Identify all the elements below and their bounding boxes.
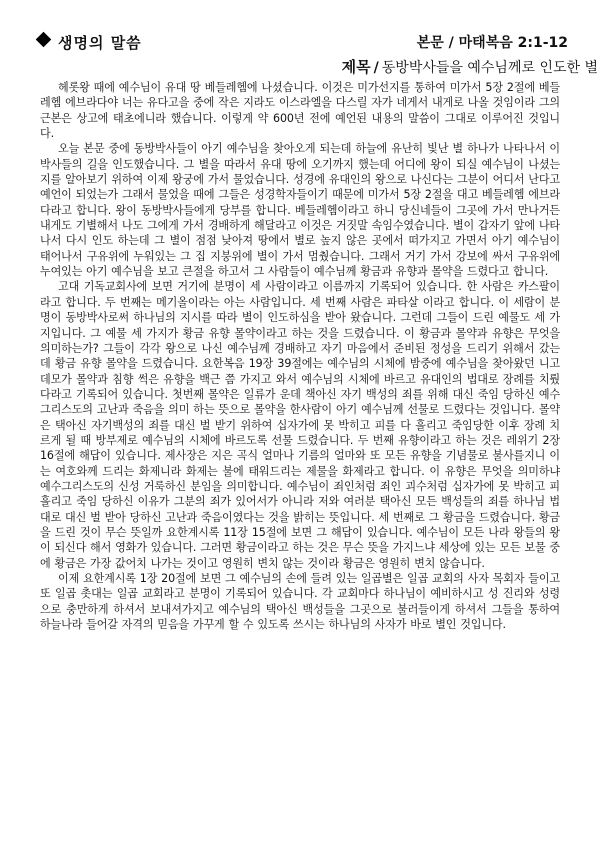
subject-label: 제목 bbox=[341, 58, 371, 76]
scripture-reference: 본문 / 마태복음 2:1-12 bbox=[416, 35, 568, 51]
section-title: 생명의 말씀 bbox=[58, 34, 142, 52]
paragraph: 이제 요한계시록 1장 20절에 보면 그 예수님의 손에 들려 있는 일곱별은 일곱 교회의 사자 목회자 들이고 또 일곱 촛대는 일곱 교회라고 분명이 기록되어 있습니다. 각 교회마다 하나님이 예비하시고 성 진리와 성령으로 충만하게 하셔서 보내셔가지고 예수님의 택아신 백성들을 그곳으로 불러들이게 하셔서 그들을 통하여 하늘나라 들어갈 자격의 믿음을 가꾸게 할 수 있도록 쓰시는 하나님의 사자가 바로 별인 것입니다. bbox=[40, 572, 560, 632]
subject-separator: / bbox=[373, 60, 379, 76]
diamond-bullet-icon bbox=[36, 32, 52, 48]
header bbox=[38, 32, 568, 52]
sermon-subject bbox=[342, 56, 598, 77]
paragraph: 오늘 본문 중에 동방박사들이 아기 예수님을 찾아오게 되는데 하늘에 유난히 빛난 별 하나가 나타나서 이 박사들의 길을 인도했습니다. 그 별을 따라서 유대 땅에 오기까지 했는데 어디에 왕이 되실 예수님이 나셨는지를 알아보기 위하여 이제 왕궁에 가서 물었습니다. 성경에 유대인의 왕으로 나신다는 그분이 어디서 난다고 예언이 되었는가 그래서 물었을 때에 그들은 성경학자들이기 때문에 미가서 5장 2절을 대고 베들레헴 에브라다라고 합니다. 왕이 동방박사들에게 당부를 합니다. 베들레헴이라고 하니 당신네들이 그곳에 가서 만나거든 내게도 기별해서 나도 그에게 가서 경배하게 해달라고 이것은 거짓말 속임수였습니다. 별이 갑자기 앞에 나타나서 다시 인도 하는데 그 별이 점점 낮아져 땅에서 별로 높지 않은 곳에서 떠가지고 가면서 아기 예수님이 태어나서 구유위에 누워있는 그 집 지붕위에 별이 가서 멈췄습니다. 그래서 거기 가서 강보에 싸서 구유위에 누여있는 아기 예수님을 보고 큰절을 하고서 그 사람들이 예수님께 황금과 유향과 몰약을 드렸다고 합니다. bbox=[40, 142, 560, 279]
subject-text: 동방박사들을 예수님께로 인도한 별 bbox=[381, 60, 598, 76]
sermon-body bbox=[40, 80, 560, 632]
paragraph: 고대 기독교회사에 보면 거기에 분명이 세 사람이라고 이름까지 기록되어 있습니다. 한 사람은 카스팔이라고 합니다. 두 번째는 메기올이라는 아는 사람입니다. 세 번째 사람은 파타살 이라고 합니다. 이 세람이 분명이 동방박사로써 하나님의 지시를 따라 별이 인도하심을 받아 왔습니다. 그런데 그들이 드린 예물도 세 가지입니다. 그 예물 세 가지가 황금 유향 몰약이라고 하는 것을 드렸습니다. 이 황금과 몰약과 유향은 무엇을 의미하는가? 그들이 각각 왕으로 나신 예수님께 경배하고 자기 마음에서 준비된 정성을 드리기 위해서 갔는데 황금 유향 몰약을 드렸습니다. 요한복음 19장 39절에는 예수님의 시체에 밤중에 예수님을 찾아왔던 니고데모가 몰약과 침향 썩은 유향을 백근 쯤 가지고 와서 예수님의 시체에 바르고 유대인의 법대로 장례를 치뤘다라고 기록되어 있습니다. 첫번째 몰약은 일류가 운데 책아신 자기 백성의 죄를 위해 대신 죽임 당하신 예수그리스도의 고난과 죽음을 의미 하는 뜻으로 몰약을 한사람이 아기 예수님께 선물로 드렸다는 것입니다. 몰약은 택아신 자기백성의 죄를 대신 벌 받기 위하여 십자가에 못 박히고 피를 다 흘리고 죽임당한 이후 장례 치르게 될 때 방부제로 예수님의 시체에 바르도록 선물 드렸습니다. 두 번째 유향이라고 하는 것은 레위기 2장 16절에 해답이 있습니다. 제사장은 지은 곡식 얼마나 기름의 얼마와 또 모든 유향을 기념물로 불사를지니 이는 여호와께 드리는 화제니라 화제는 불에 태워드리는 제물을 화제라고 합니다. 이 유향은 무엇을 의미하냐 예수그리스도의 신성 거룩하신 분임을 의미합니다. 예수님이 죄인처럼 죄인 괴수처럼 십자가에 못 박히고 피 흘리고 죽임 당하신 이유가 그분의 죄가 있어서가 아니라 저와 여러분 택아신 모든 백성들의 죄를 하나님 법대로 대신 벌 받아 당하신 고난과 죽음이였다는 것을 밝히는 뜻입니다. 세 번째로 그 황금을 드렸습니다. 황금을 드린 것이 무슨 뜻일까 요한계시록 11장 15절에 보면 그 해답이 있습니다. 예수님이 모든 나라 왕들의 왕이 되신다 해서 영화가 있습니다. 그러면 황금이라고 하는 것은 무슨 뜻을 가지느냐 세상에 있는 모든 보물 중에 황금은 가장 값어치 나가는 것이고 영원히 변치 않는 것이라 황금은 영원히 변치 않습니다. bbox=[40, 280, 560, 570]
paragraph: 헤롯왕 때에 예수님이 유대 땅 베들레헴에 나셨습니다. 이것은 미가선지를 통하여 미가서 5장 2절에 베들레헴 에브라다야 너는 유다고을 중에 작은 지라도 이스라엘을 다스릴 자가 네게서 내게로 나올 것임이라 그의 근본은 상고에 태초에니라 했습니다. 이렇게 약 600년 전에 예언된 내용의 말씀이 그대로 이루어진 것입니다. bbox=[40, 81, 560, 141]
